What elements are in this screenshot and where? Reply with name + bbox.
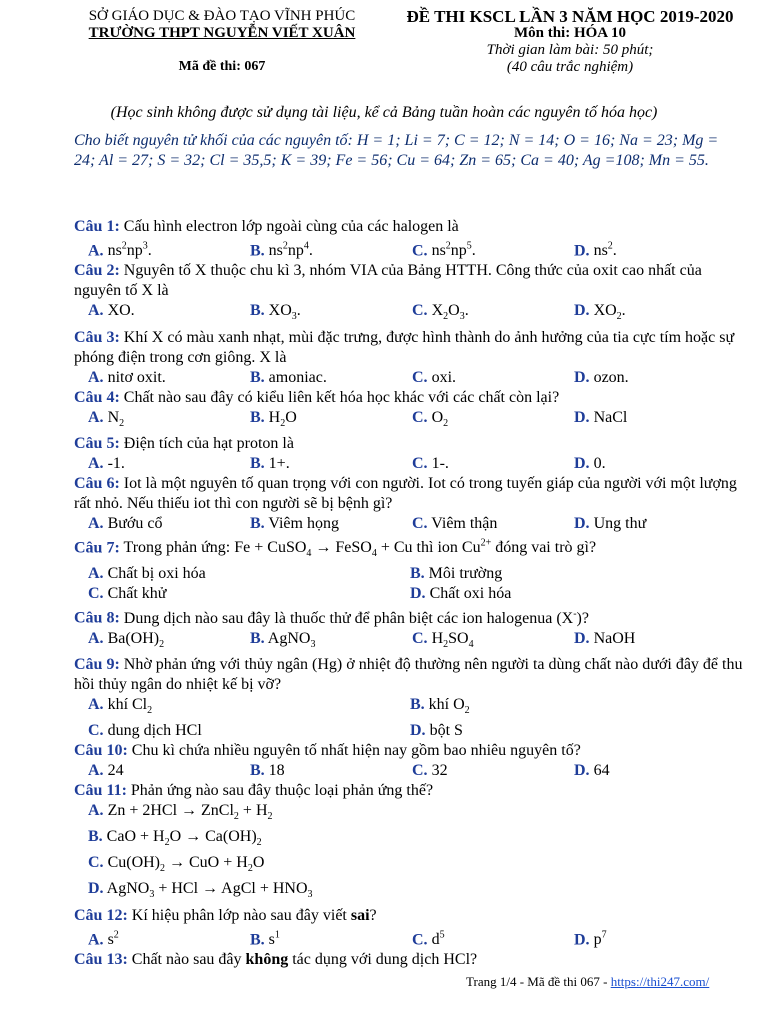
option-text: Viêm thận: [427, 514, 498, 532]
exam-duration: Thời gian làm bài: 50 phút;: [486, 42, 654, 58]
option-letter: D.: [410, 721, 426, 739]
question-number: Câu 1:: [74, 218, 120, 235]
option-letter: B.: [250, 454, 265, 472]
option-letter: D.: [574, 454, 590, 472]
answer-row: [74, 408, 746, 434]
option-letter: D.: [574, 761, 590, 779]
option-letter: A.: [88, 695, 104, 713]
option-text: $XO_2$.: [589, 302, 626, 323]
answer-row: [74, 564, 746, 584]
answer-option[interactable]: [88, 926, 250, 950]
answer-option[interactable]: [250, 761, 412, 781]
answer-row: [74, 827, 746, 853]
answer-row: [74, 721, 746, 741]
option-text: AgNO$_3$: [264, 629, 316, 650]
question-item: [74, 906, 746, 950]
answer-option[interactable]: [574, 761, 736, 781]
option-letter: D.: [574, 931, 590, 948]
answer-option[interactable]: [412, 237, 574, 261]
question-text: Nguyên tố X thuộc chu kì 3, nhóm VIA của Bảng HTTH. Công thức của oxit cao nhất của nguyên tố X là: [74, 262, 702, 300]
answer-row: [74, 454, 746, 474]
answer-option[interactable]: [410, 695, 732, 721]
question-text: Chất nào sau đây có kiểu liên kết hóa học khác với các chất còn lại?: [119, 388, 560, 406]
question-text: Nhờ phản ứng với thủy ngân (Hg) ở nhiệt độ thường nên người ta dùng chất nào dưới đây để thu hồi thủy ngân do nhiệt kế bị vỡ?: [74, 655, 743, 693]
option-text: $O_2$: [427, 408, 449, 429]
answer-option[interactable]: [412, 926, 574, 950]
option-text: $ns^2np^4$.: [264, 241, 313, 260]
answer-row: [74, 879, 746, 905]
footer-text: Trang 1/4 - Mã đề thi 067 -: [466, 974, 611, 989]
option-letter: A.: [88, 302, 104, 320]
option-letter: D.: [88, 880, 104, 898]
answer-row: [74, 761, 746, 781]
option-text: Chất bị oxi hóa: [103, 565, 206, 583]
answer-option[interactable]: [410, 721, 732, 741]
question-item: [74, 950, 746, 970]
question-stem: [74, 261, 746, 301]
option-letter: B.: [250, 368, 265, 386]
option-text: $s^1$: [264, 929, 280, 948]
option-letter: D.: [574, 408, 590, 426]
option-letter: A.: [88, 801, 104, 819]
option-text: $N_2$: [103, 408, 125, 429]
option-letter: C.: [412, 454, 428, 472]
option-letter: B.: [88, 828, 103, 846]
option-letter: A.: [88, 931, 104, 948]
answer-option[interactable]: [88, 408, 250, 434]
answer-option[interactable]: [412, 454, 574, 474]
exam-note: (Học sinh không được sử dụng tài liệu, kể cả Bảng tuần hoàn các nguyên tố hóa học): [110, 104, 658, 121]
option-letter: C.: [88, 854, 104, 872]
answer-option[interactable]: [574, 301, 736, 327]
answer-option[interactable]: [88, 801, 273, 823]
answer-option[interactable]: [412, 408, 574, 434]
answer-row: [74, 801, 746, 827]
option-letter: C.: [412, 408, 428, 426]
question-item: [74, 604, 746, 655]
answer-option[interactable]: [88, 584, 410, 604]
question-number: Câu 6:: [74, 474, 120, 492]
answer-option[interactable]: [88, 301, 250, 327]
school-name: TRƯỜNG THPT NGUYỄN VIẾT XUÂN: [88, 25, 356, 41]
question-list: [74, 217, 746, 970]
question-stem: [74, 604, 746, 628]
option-letter: B.: [250, 931, 265, 948]
answer-option[interactable]: [88, 564, 410, 584]
answer-option[interactable]: [574, 237, 736, 261]
answer-option[interactable]: [88, 237, 250, 261]
question-stem: [74, 217, 746, 237]
question-number: Câu 3:: [74, 328, 120, 346]
header-right: [390, 8, 750, 76]
answer-row: [74, 926, 746, 950]
question-text: Cấu hình electron lớp ngoài cùng của các halogen là: [119, 218, 459, 235]
option-letter: A.: [88, 242, 104, 260]
answer-option[interactable]: [88, 629, 250, 655]
option-letter: D.: [574, 302, 590, 320]
question-number: Câu 12:: [74, 906, 128, 924]
option-letter: B.: [410, 695, 425, 713]
answer-option[interactable]: [88, 854, 265, 875]
answer-row: [74, 695, 746, 721]
option-letter: A.: [88, 408, 104, 426]
option-letter: A.: [88, 565, 104, 583]
option-letter: A.: [88, 454, 104, 472]
answer-option[interactable]: [250, 454, 412, 474]
question-item: [74, 217, 746, 261]
question-item: [74, 388, 746, 434]
option-letter: B.: [250, 408, 265, 426]
question-text: Chất nào sau đây không tác dụng với dung dịch HCl?: [127, 951, 478, 968]
question-stem: [74, 655, 746, 695]
answer-option[interactable]: [410, 564, 732, 584]
question-text: Chu kì chứa nhiều nguyên tố nhất hiện nay gồm bao nhiêu nguyên tố?: [127, 741, 581, 759]
option-text: 18: [264, 761, 285, 779]
atomic-masses: Cho biết nguyên tử khối của các nguyên tố: H = 1; Li = 7; C = 12; N = 14; O = 16; Na = 23; Mg = 24; Al = 27; S = 32; Cl = 35,5; K = 39; Fe = 56; Cu = 64; Zn = 65; Ca = 40; Ag =108; Mn = 55.: [74, 132, 719, 169]
question-number: Câu 11:: [74, 781, 127, 799]
answer-option[interactable]: [412, 514, 574, 534]
option-letter: A.: [88, 368, 104, 386]
question-item: [74, 328, 746, 388]
option-letter: B.: [250, 629, 265, 647]
option-letter: D.: [574, 514, 590, 532]
option-text: Chất khử: [103, 585, 167, 603]
answer-option[interactable]: [250, 926, 412, 950]
option-letter: A.: [88, 761, 104, 779]
question-text: Trong phản ứng: Fe + CuSO$_4$ → FeSO$_4$ + Cu thì ion $Cu^{2+}$ đóng vai trò gì?: [119, 537, 597, 560]
answer-option[interactable]: [88, 880, 313, 901]
answer-option[interactable]: [412, 368, 574, 388]
question-number: Câu 2:: [74, 262, 120, 280]
question-number: Câu 13:: [74, 951, 128, 968]
answer-option[interactable]: [250, 408, 412, 434]
option-text: Ung thư: [589, 514, 647, 532]
option-text: $s^2$: [103, 929, 119, 948]
exam-subject: Môn thi: HÓA 10: [513, 25, 627, 41]
option-letter: A.: [88, 629, 104, 647]
question-stem: [74, 781, 746, 801]
option-text: ozon.: [589, 368, 629, 386]
option-letter: D.: [574, 629, 590, 647]
answer-option[interactable]: [88, 695, 410, 721]
option-text: XO.: [103, 302, 135, 320]
question-stem: [74, 434, 746, 454]
option-text: 32: [427, 761, 448, 779]
answer-option[interactable]: [574, 408, 736, 434]
answer-row: [74, 368, 746, 388]
option-text: Chất oxi hóa: [425, 585, 512, 603]
option-letter: D.: [574, 368, 590, 386]
option-letter: C.: [88, 721, 104, 739]
option-text: -1.: [103, 454, 125, 472]
option-text: $p^7$: [589, 929, 607, 948]
answer-option[interactable]: [574, 629, 736, 655]
exam-question-count: (40 câu trắc nghiệm): [506, 59, 634, 75]
answer-row: [74, 514, 746, 534]
question-text: Phản ứng nào sau đây thuộc loại phản ứng thế?: [126, 781, 434, 799]
option-letter: B.: [250, 302, 265, 320]
department-name: SỞ GIÁO DỤC & ĐÀO TẠO VĨNH PHÚC: [88, 8, 356, 24]
question-item: [74, 261, 746, 327]
answer-option[interactable]: [88, 514, 250, 534]
answer-row: [74, 853, 746, 879]
option-letter: D.: [574, 242, 590, 260]
footer-link[interactable]: https://thi247.com/: [610, 974, 710, 989]
option-text: Bướu cổ: [103, 514, 163, 532]
exam-title: ĐỀ THI KSCL LẦN 3 NĂM HỌC 2019-2020: [406, 7, 734, 26]
question-text: Iot là một nguyên tố quan trọng với con người. Iot có trong tuyến giáp của người với một lượng rất nhỏ. Nếu thiếu iot thì con người sẽ bị bệnh gì?: [74, 474, 737, 512]
option-text: AgNO$_3$ + HCl → AgCl + $HNO_3$: [103, 880, 313, 901]
option-text: 64: [589, 761, 610, 779]
option-letter: C.: [412, 302, 428, 320]
option-letter: C.: [412, 629, 428, 647]
question-stem: [74, 534, 746, 565]
answer-option[interactable]: [574, 454, 736, 474]
question-item: [74, 534, 746, 605]
option-text: $ns^2np^3$.: [103, 241, 152, 260]
answer-option[interactable]: [250, 629, 412, 655]
option-letter: C.: [412, 368, 428, 386]
option-text: $d^5$: [427, 929, 445, 948]
option-text: amoniac.: [264, 368, 327, 386]
question-number: Câu 9:: [74, 655, 120, 673]
question-stem: [74, 741, 746, 761]
answer-option[interactable]: [88, 454, 250, 474]
question-item: [74, 434, 746, 474]
answer-row: [74, 584, 746, 604]
option-letter: B.: [250, 242, 265, 260]
answer-option[interactable]: [410, 584, 732, 604]
question-text: Khí X có màu xanh nhạt, mùi đặc trưng, được hình thành do ảnh hưởng của tia cực tím hoặc sự phóng điện trong cơn giông. X là: [74, 328, 735, 366]
option-text: khí $O_2$: [424, 695, 470, 716]
question-number: Câu 7:: [74, 539, 120, 557]
answer-row: [74, 629, 746, 655]
option-text: 1-.: [427, 454, 449, 472]
question-stem: [74, 388, 746, 408]
answer-option[interactable]: [88, 828, 262, 849]
option-letter: B.: [250, 761, 265, 779]
option-text: dung dịch HCl: [103, 721, 202, 739]
option-text: khí $Cl_2$: [103, 695, 153, 716]
option-text: 24: [103, 761, 124, 779]
option-text: $ns^2$.: [589, 241, 617, 260]
option-letter: C.: [412, 242, 428, 260]
question-stem: [74, 474, 746, 514]
answer-row: [74, 301, 746, 327]
option-text: oxi.: [427, 368, 457, 386]
question-text: Dung dịch nào sau đây là thuốc thử để phân biệt các ion halogenua (X-)?: [119, 608, 589, 627]
option-letter: A.: [88, 514, 104, 532]
option-text: NaCl: [589, 408, 628, 426]
question-number: Câu 5:: [74, 434, 120, 452]
answer-option[interactable]: [88, 368, 250, 388]
header-left: [72, 8, 372, 75]
option-text: Viêm họng: [264, 514, 339, 532]
option-text: $Ba(OH)_2$: [103, 629, 165, 650]
option-text: $X_2O_3$.: [427, 302, 469, 323]
question-number: Câu 4:: [74, 388, 120, 406]
answer-option[interactable]: [250, 301, 412, 327]
question-item: [74, 741, 746, 781]
option-text: CaO + $H_2O \to Ca(OH)_2$: [102, 828, 262, 849]
option-letter: B.: [250, 514, 265, 532]
question-item: [74, 474, 746, 534]
option-letter: D.: [410, 585, 426, 603]
page-footer: [466, 974, 709, 990]
question-stem: [74, 906, 746, 926]
answer-option[interactable]: [412, 629, 574, 655]
question-item: [74, 781, 746, 906]
answer-option[interactable]: [250, 237, 412, 261]
option-letter: C.: [412, 761, 428, 779]
option-text: NaOH: [589, 629, 636, 647]
option-letter: C.: [88, 585, 104, 603]
option-text: $Cu(OH)_2$ → CuO + $H_2O$: [103, 854, 265, 875]
answer-option[interactable]: [88, 761, 250, 781]
option-text: $H_2SO_4$: [427, 629, 474, 650]
question-number: Câu 8:: [74, 609, 120, 627]
option-text: bột S: [425, 721, 463, 739]
option-letter: C.: [412, 931, 428, 948]
answer-option[interactable]: [574, 926, 736, 950]
question-text: Kí hiệu phân lớp nào sau đây viết sai?: [127, 906, 377, 924]
answer-option[interactable]: [88, 721, 410, 741]
option-text: nitơ oxit.: [103, 368, 166, 386]
answer-row: [74, 237, 746, 261]
answer-option[interactable]: [574, 514, 736, 534]
answer-option[interactable]: [250, 368, 412, 388]
option-text: 0.: [589, 454, 606, 472]
answer-option[interactable]: [412, 301, 574, 327]
option-letter: C.: [412, 514, 428, 532]
option-text: Môi trường: [424, 565, 503, 583]
option-letter: B.: [410, 565, 425, 583]
answer-option[interactable]: [574, 368, 736, 388]
option-text: Zn + 2HCl → ZnCl$_2$ + $H_2$: [103, 801, 273, 823]
question-stem: [74, 950, 746, 970]
option-text: $XO_3$.: [264, 302, 301, 323]
answer-option[interactable]: [412, 761, 574, 781]
exam-code: Mã đề thi: 067: [178, 59, 266, 74]
option-text: $ns^2np^5$.: [427, 241, 476, 260]
question-item: [74, 655, 746, 741]
answer-option[interactable]: [250, 514, 412, 534]
question-text: Điện tích của hạt proton là: [119, 434, 294, 452]
question-number: Câu 10:: [74, 741, 128, 759]
option-text: 1+.: [264, 454, 290, 472]
option-text: $H_2O$: [264, 408, 297, 429]
question-stem: [74, 328, 746, 368]
